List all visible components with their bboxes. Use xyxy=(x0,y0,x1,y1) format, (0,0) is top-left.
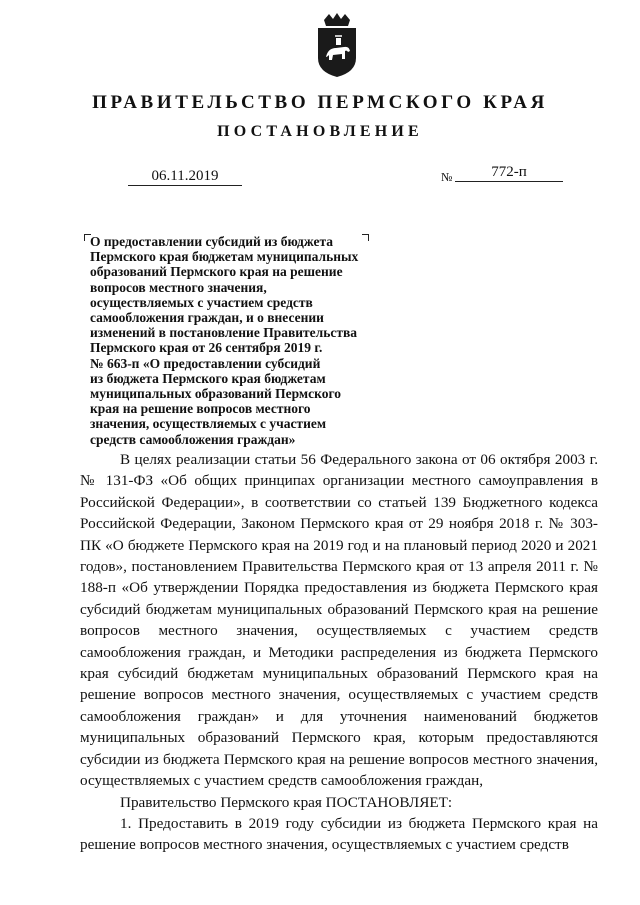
subject-line: из бюджета Пермского края бюджетам xyxy=(90,370,326,386)
coat-of-arms-icon xyxy=(314,12,360,78)
document-type: ПОСТАНОВЛЕНИЕ xyxy=(217,123,423,140)
subject-line: средств самообложения граждан» xyxy=(90,431,296,447)
subject-line: О предоставлении субсидий из бюджета xyxy=(90,234,333,249)
document-subject xyxy=(90,234,390,447)
subject-line: значения, осуществляемых с участием xyxy=(90,416,327,432)
number-label: № xyxy=(441,170,453,184)
document-number: 772-п xyxy=(455,163,563,182)
item-1-paragraph: 1. Предоставить в 2019 году субсидии из бюджета Пермского края на решение вопросов местного значения, осуществляемых с участием средств xyxy=(80,814,598,854)
subject-line: образований Пермского края на решение xyxy=(90,264,343,280)
subject-line: муниципальных образований Пермского xyxy=(90,386,342,402)
subject-line: изменений в постановление Правительства xyxy=(90,325,358,341)
document-date: 06.11.2019 xyxy=(128,167,242,186)
subject-line: осуществляемых с участием средств xyxy=(90,294,313,310)
subject-line: самообложения граждан, и о внесении xyxy=(90,310,324,326)
subject-line: Пермского края от 26 сентября 2019 г. xyxy=(90,340,323,356)
document-body xyxy=(80,449,598,856)
government-title: ПРАВИТЕЛЬСТВО ПЕРМСКОГО КРАЯ xyxy=(92,92,548,113)
preamble-paragraph: В целях реализации статьи 56 Федерального закона от 06 октября 2003 г. № 131-ФЗ «Об общих принципах организации местного самоуправления в Российской Федерации», в соответствии со статьей 139 Бюджетного кодекса Российской Федерации, Законом Пермского края от 29 ноября 2018 г. № 303-ПК «О бюджете Пермского края на 2019 год и на плановый период 2020 и 2021 годов», постановлением Правительства Пермского края от 13 апреля 2011 г. № 188-п «Об утверждении Порядка предоставления из бюджета Пермского края субсидий бюджетам муниципальных образований Пермского края на решение вопросов местного значения, осуществляемых с участием средств самообложения граждан, и Методики распределения из бюджета Пермского края субсидий бюджетам муниципальных образований Пермского края на решение вопросов местного значения, осуществляемых с участием средств самообложения граждан» и для уточнения наименований бюджетов муниципальных образований Пермского края, которым предоставляются субсидии из бюджета Пермского края на решение вопросов местного значения, осуществляемых с участием средств самообложения граждан, xyxy=(80,451,598,790)
subject-line: Пермского края бюджетам муниципальных xyxy=(90,249,359,265)
subject-line: вопросов местного значения, xyxy=(90,279,267,295)
subject-line: № 663-п «О предоставлении субсидий xyxy=(90,355,321,371)
subject-line: края на решение вопросов местного xyxy=(90,401,311,417)
resolves-paragraph: Правительство Пермского края ПОСТАНОВЛЯЕТ: xyxy=(120,793,453,811)
